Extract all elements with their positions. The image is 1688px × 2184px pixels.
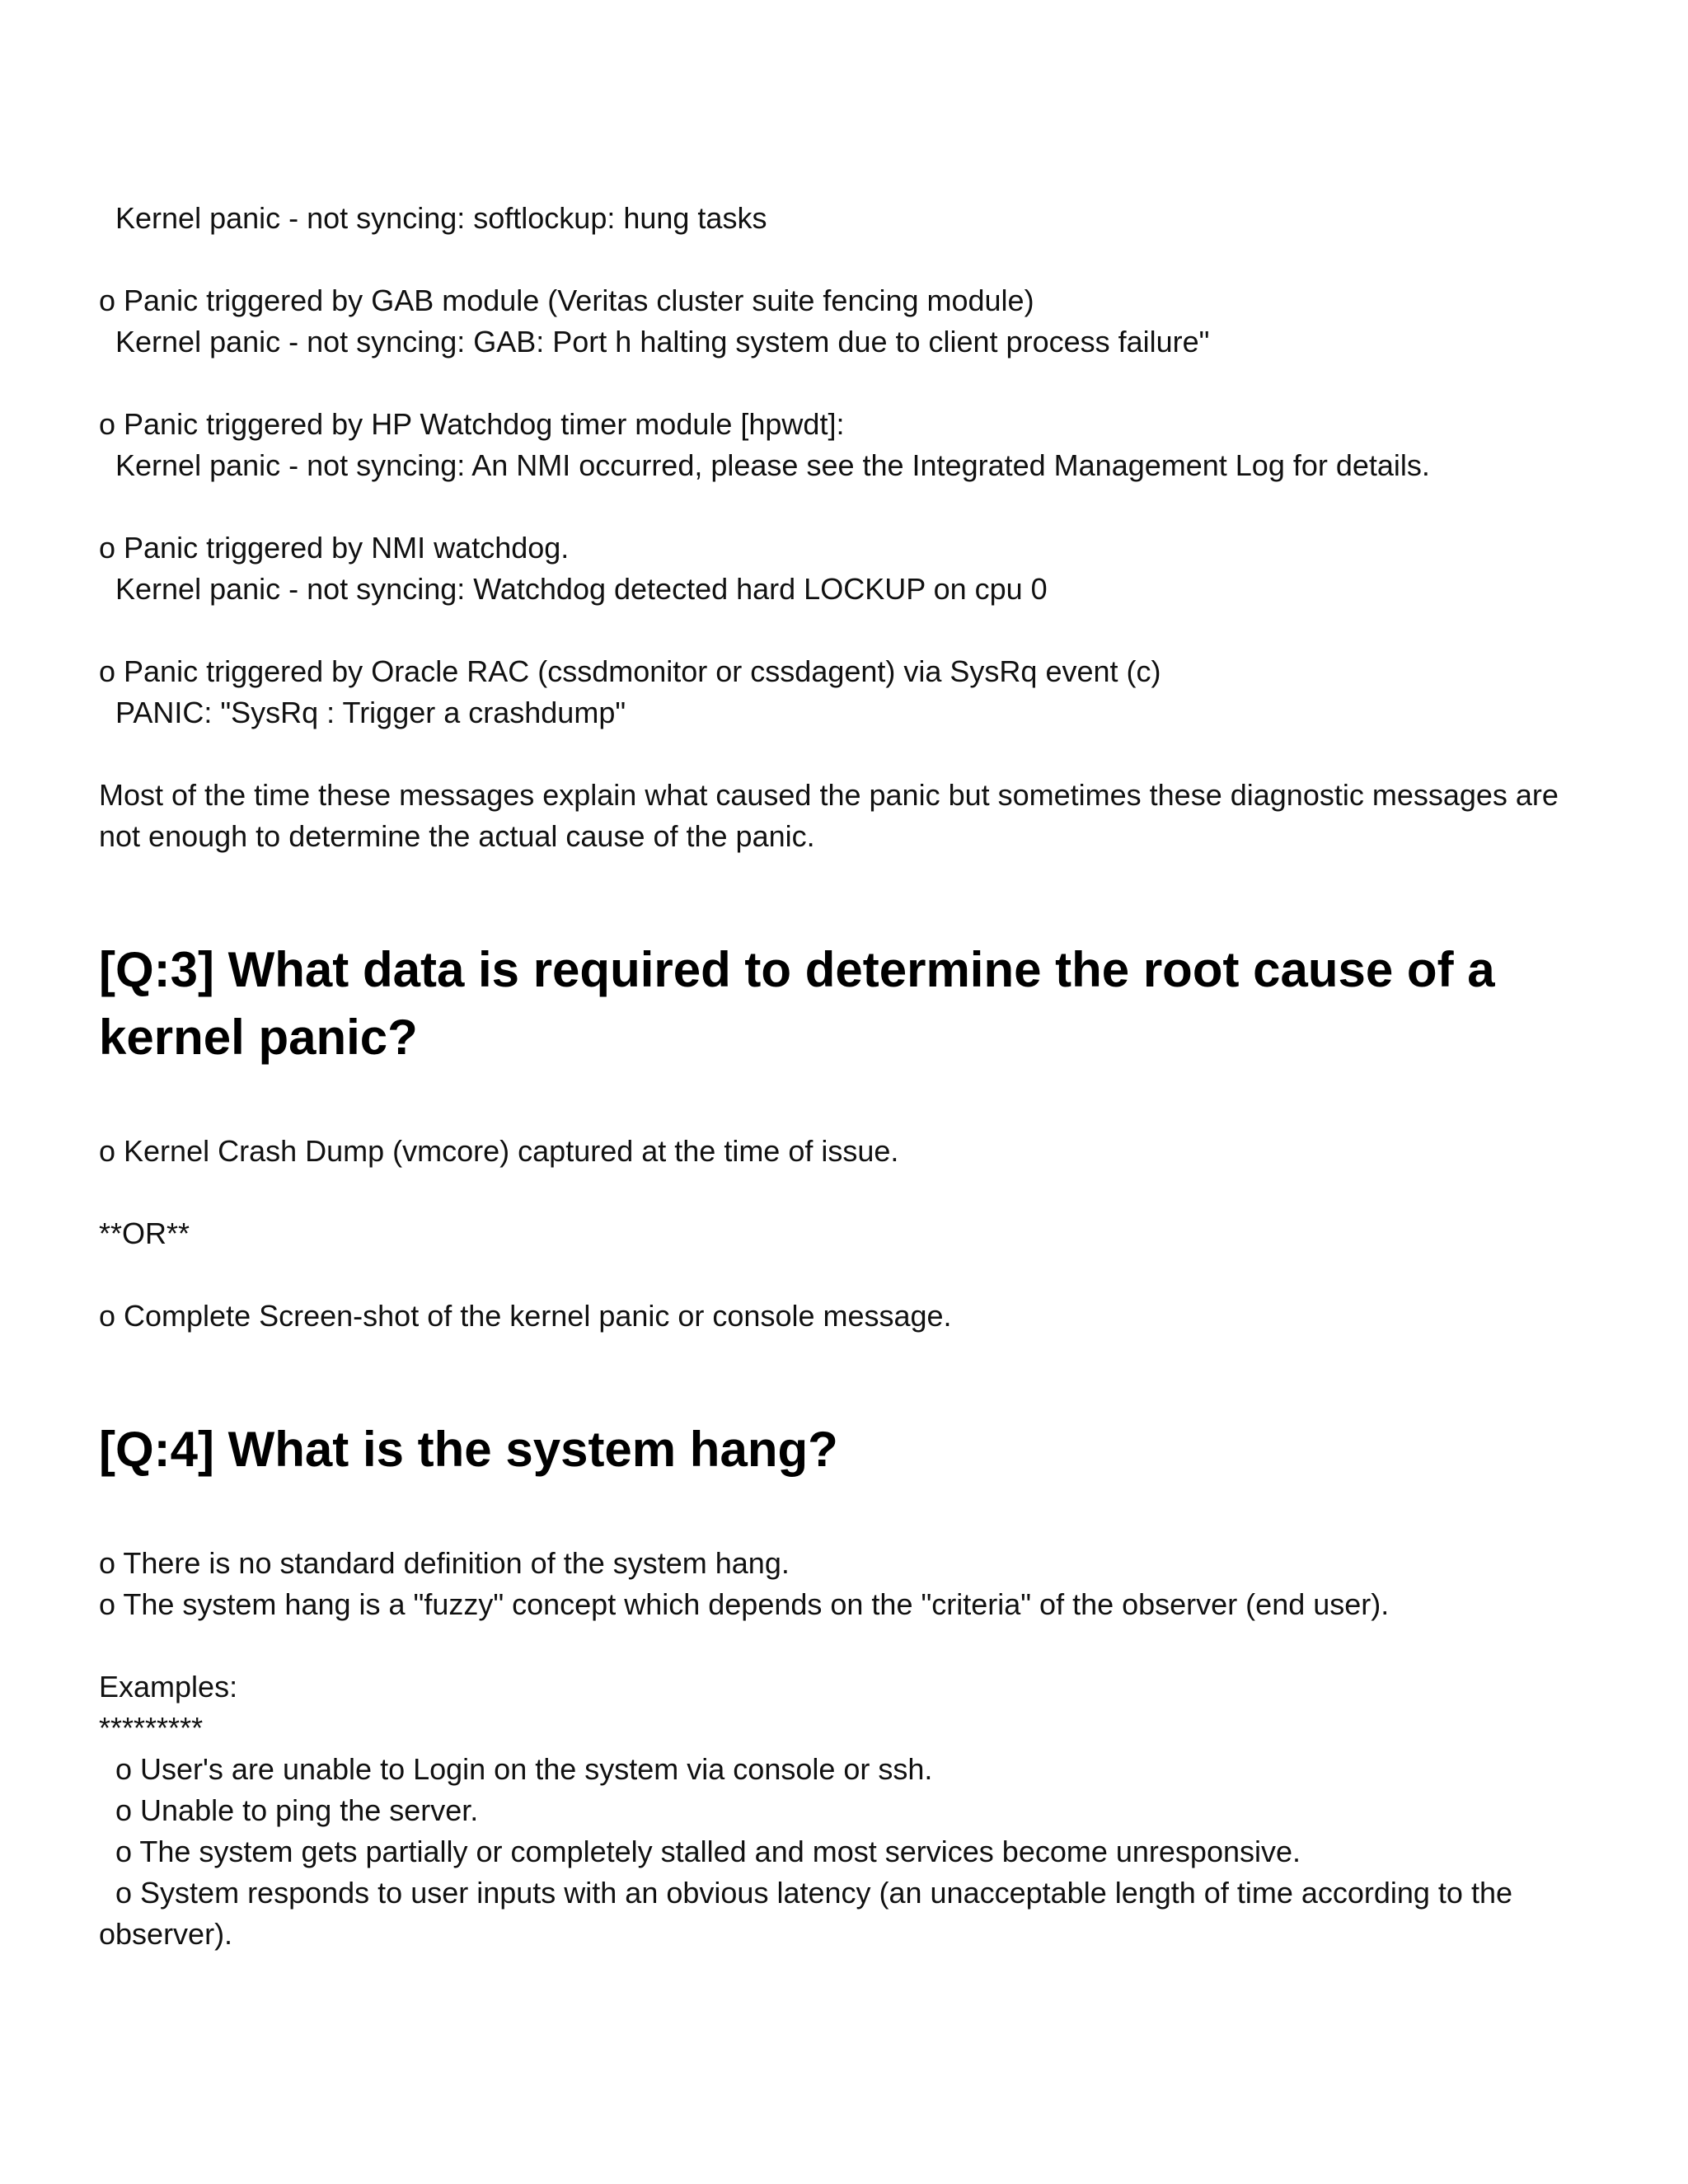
examples-label: Examples: [99,1670,238,1704]
hpwdt-panic-message: Kernel panic - not syncing: An NMI occurred, please see the Integrated Management Log for details. [99,448,1430,482]
spacer [99,857,1607,936]
spacer [99,239,1607,280]
spacer [99,486,1607,527]
gab-panic-message: Kernel panic - not syncing: GAB: Port h halting system due to client process failure" [99,325,1210,359]
spacer [99,363,1607,404]
q4-item-no-definition: o There is no standard definition of the system hang. [99,1546,790,1580]
nmi-watchdog-item: o Panic triggered by NMI watchdog. [99,531,570,565]
document-page [99,198,1607,1955]
q3-item-screenshot: o Complete Screen-shot of the kernel panic or console message. [99,1299,952,1333]
example-stalled: o The system gets partially or completely stalled and most services become unresponsive. [99,1835,1301,1868]
sysrq-panic-message: PANIC: "SysRq : Trigger a crashdump" [99,696,626,729]
spacer [99,1337,1607,1416]
summary-paragraph: Most of the time these messages explain what caused the panic but sometimes these diagnostic messages are not enough to determine the actual cause of the panic. [99,778,1567,853]
gab-module-item: o Panic triggered by GAB module (Veritas cluster suite fencing module) [99,284,1034,317]
example-ping: o Unable to ping the server. [99,1793,479,1827]
example-latency: o System responds to user inputs with an obvious latency (an unacceptable length of time according to the observer). [99,1876,1522,1951]
q4-item-fuzzy-concept: o The system hang is a "fuzzy" concept which depends on the "criteria" of the observer (end user). [99,1587,1390,1621]
spacer [99,610,1607,651]
oracle-rac-item: o Panic triggered by Oracle RAC (cssdmonitor or cssdagent) via SysRq event (c) [99,654,1161,688]
q3-item-crash-dump: o Kernel Crash Dump (vmcore) captured at the time of issue. [99,1134,899,1168]
spacer [99,1483,1607,1543]
q4-heading: [Q:4] What is the system hang? [99,1422,838,1477]
spacer [99,1625,1607,1666]
spacer [99,1071,1607,1131]
spacer [99,733,1607,775]
spacer [99,1172,1607,1213]
panic-message-softlockup: Kernel panic - not syncing: softlockup: hung tasks [99,201,767,235]
spacer [99,1254,1607,1296]
examples-underline-stars: ********* [99,1711,204,1745]
example-login: o User's are unable to Login on the system via console or ssh. [99,1752,933,1786]
hpwdt-module-item: o Panic triggered by HP Watchdog timer module [hpwdt]: [99,407,845,441]
q3-heading: [Q:3] What data is required to determine the root cause of a kernel panic? [99,942,1495,1065]
q3-or-separator: **OR** [99,1216,190,1250]
nmi-panic-message: Kernel panic - not syncing: Watchdog detected hard LOCKUP on cpu 0 [99,572,1048,606]
